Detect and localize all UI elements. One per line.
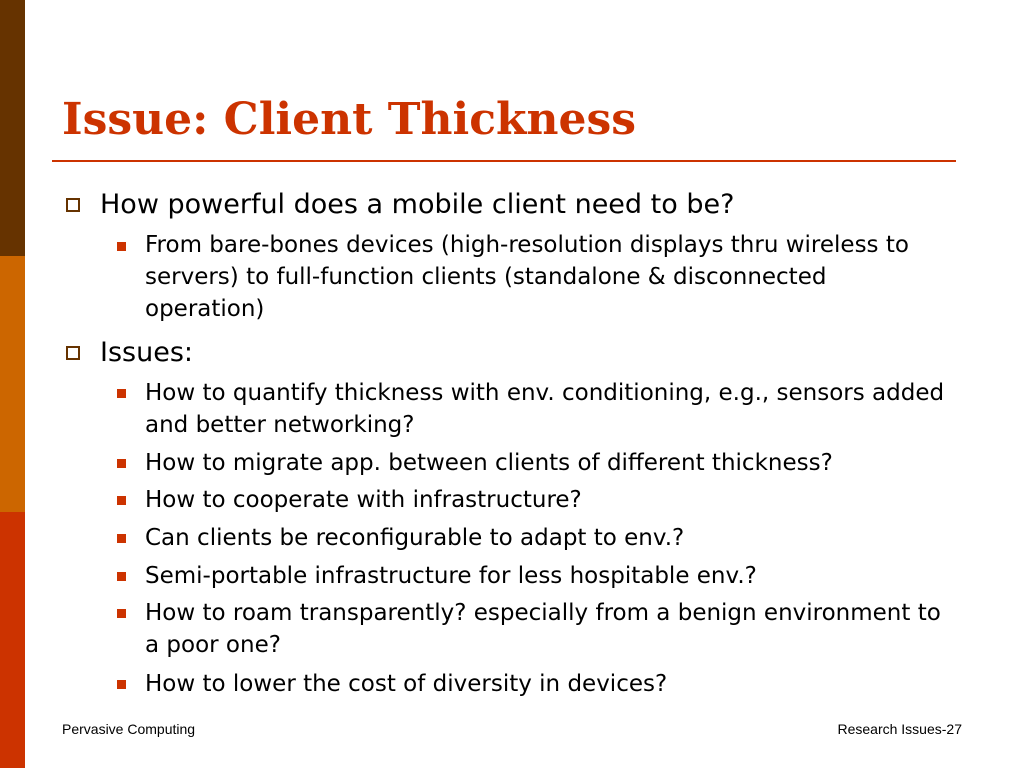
slide-title: Issue: Client Thickness xyxy=(62,94,636,145)
bullet-level2: Semi-portable infrastructure for less hospitable env.? xyxy=(145,563,757,589)
bullet-level2: How to roam transparently? especially from a benign environment to a poor one? xyxy=(145,600,941,658)
bullet-square-filled-icon xyxy=(117,534,126,543)
bullet-square-filled-icon xyxy=(117,680,126,689)
bullet-level2: How to lower the cost of diversity in devices? xyxy=(145,671,668,697)
bullet-square-filled-icon xyxy=(117,609,126,618)
bullet-square-filled-icon xyxy=(117,242,126,251)
bullet-square-filled-icon xyxy=(117,572,126,581)
bullet-square-filled-icon xyxy=(117,459,126,468)
bullet-square-filled-icon xyxy=(117,496,126,505)
bullet-level2: Can clients be reconfigurable to adapt to env.? xyxy=(145,525,685,551)
bullet-square-icon xyxy=(66,198,80,212)
bullet-level2: From bare-bones devices (high-resolution displays thru wireless to servers) to full-function clients (standalone & disconnected operation) xyxy=(145,232,909,322)
bullet-square-icon xyxy=(66,346,80,360)
bullet-level2: How to migrate app. between clients of different thickness? xyxy=(145,450,833,476)
bullet-level1: Issues: xyxy=(100,337,193,368)
bullet-level2: How to quantify thickness with env. conditioning, e.g., sensors added and better networking? xyxy=(145,380,945,438)
bullet-square-filled-icon xyxy=(117,389,126,398)
footer-course-name: Pervasive Computing xyxy=(62,721,196,737)
bullet-level1: How powerful does a mobile client need to be? xyxy=(100,189,735,220)
footer-slide-number: Research Issues-27 xyxy=(837,721,962,737)
bullet-level2: How to cooperate with infrastructure? xyxy=(145,487,582,513)
